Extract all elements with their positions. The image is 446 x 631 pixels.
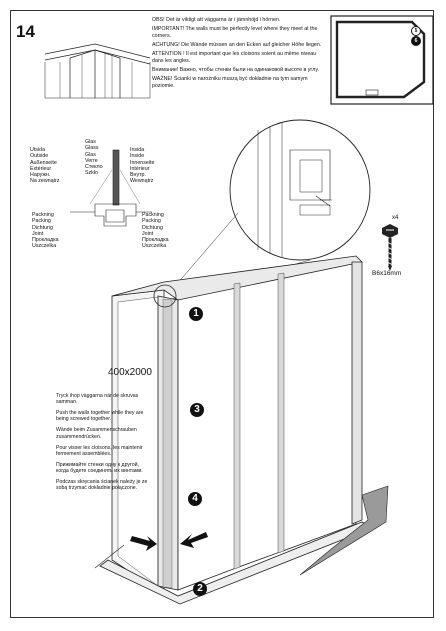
warning-pl: WAŻNE! Ścianki w narożniku muszą być dokładnie na tym samym poziomie. (152, 76, 308, 89)
corner-detail-drawing (40, 40, 150, 98)
step-marker-4: 4 (188, 492, 202, 506)
warning-notes (152, 17, 322, 92)
warning-ru: Внимание! Важно, чтобы стенки были на одинаковой высоте в углу. (152, 66, 319, 73)
step-number: 14 (16, 22, 35, 41)
panel-size-label: 400x2000 (108, 367, 152, 378)
inset-mark-6: 6 (411, 36, 421, 46)
instruction-ru: Прижимайте стенки одну к другой, когда будете соединять их винтами. (56, 461, 143, 475)
instruction-en: Push the walls together while they are being screwed together. (56, 410, 144, 423)
label-inside: Insida Inside Innenseite Intérieur Внутр. Wewnątrz (130, 147, 155, 185)
warning-fr: ATTENTION ! Il est important que les cloisons soient au même niveau dans les angles. (152, 51, 317, 64)
instruction-de: Wände beim Zusammenschrauben zusammendrücken. (56, 427, 137, 440)
instruction-pl: Podczas skręcania ścianek należy je ze sobą trzymać dokładnie połączone. (56, 478, 148, 492)
step-marker-2: 2 (193, 582, 207, 596)
screw-quantity: x4 (392, 215, 399, 221)
label-packing-right: Packning Packing Dichtung Joint Прокладка Uszczelka (142, 212, 169, 250)
warning-de: ACHTUNG! Die Wände müssen an den Ecken auf gleicher Höhe liegen. (152, 41, 322, 48)
step-marker-1: 1 (189, 307, 203, 321)
instruction-sv: Tryck ihop väggarna när de skruvas samman. (56, 393, 139, 406)
label-glass: Glas Glass Glas Verre Стекло Szkło (85, 139, 103, 177)
screw-size: B6x16mm (372, 270, 402, 277)
instruction-fr: Pour visser les cloisons, les maintenir fermement assemblées. (56, 444, 143, 457)
warning-sv: OBS! Det är viktigt att väggarna är i jämnhöjd i hörnen. (152, 17, 281, 23)
step-marker-3: 3 (190, 403, 204, 417)
warning-en: IMPORTANT! The walls must be perfectly level where they meet at the corners. (152, 26, 318, 39)
label-packing-left: Packning Packing Dichtung Joint Прокладка Uszczelka (32, 212, 59, 250)
assembly-instructions (56, 393, 152, 496)
label-outside: Utsida Outside Außenseite Extérieur Наружн. Na zewnątrz (30, 147, 60, 185)
inset-mark-5: 5 (411, 26, 421, 36)
